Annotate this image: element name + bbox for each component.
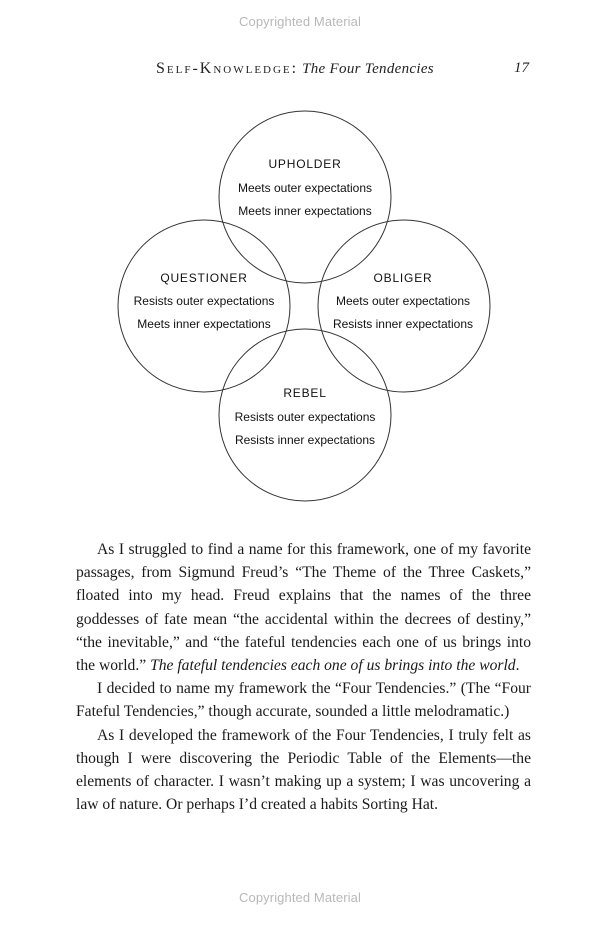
obliger-line-2: Resists inner expectations bbox=[332, 317, 474, 331]
page-number: 17 bbox=[514, 60, 529, 76]
paragraph-3: As I developed the framework of the Four Tendencies, I truly felt as though I were discovering the Periodic Table of the Elements—the elements of character. I wasn’t making up a system; I was uncovering a law of nature. Or perhaps I’d created a habits Sorting Hat. bbox=[76, 726, 531, 814]
paragraph-1-text: As I struggled to find a name for this framework, one of my favorite passages, from Sigmund Freud’s “The Theme of the Three Caskets,” floated into my head. Freud explains that the names of the three goddesses of fate mean “the accidental within the decrees of destiny,” “the inevitable,” and “the fateful tendencies each one of us brings into the world.” bbox=[76, 541, 531, 675]
obliger-title: OBLIGER bbox=[373, 271, 433, 285]
obliger-line-1: Meets outer expectations bbox=[335, 294, 471, 308]
upholder-circle bbox=[219, 111, 391, 283]
body-text bbox=[76, 538, 531, 816]
upholder-line-1: Meets outer expectations bbox=[237, 181, 373, 195]
rebel-title: REBEL bbox=[283, 386, 327, 400]
upholder-title: UPHOLDER bbox=[268, 157, 342, 171]
paragraph-1-italic: The fateful tendencies each one of us brings into the world bbox=[150, 657, 516, 675]
questioner-title: QUESTIONER bbox=[160, 271, 248, 285]
questioner-line-1: Resists outer expectations bbox=[133, 294, 275, 308]
watermark-top: Copyrighted Material bbox=[239, 14, 361, 29]
running-head-chapter: The Four Tendencies bbox=[302, 61, 434, 77]
upholder-line-2: Meets inner expectations bbox=[238, 204, 372, 218]
rebel-line-1: Resists outer expectations bbox=[234, 410, 376, 424]
watermark-bottom: Copyrighted Material bbox=[239, 890, 361, 905]
paragraph-2: I decided to name my framework the “Four Tendencies.” (The “Four Fateful Tendencies,” though accurate, sounded a little melodramatic.) bbox=[76, 680, 531, 721]
paragraph-1-end: . bbox=[515, 657, 520, 675]
rebel-line-2: Resists inner expectations bbox=[234, 433, 376, 447]
running-head bbox=[156, 60, 434, 78]
four-tendencies-diagram bbox=[0, 95, 600, 515]
paragraph-1 bbox=[76, 538, 531, 677]
running-head-section: Self-Knowledge: bbox=[156, 60, 299, 77]
questioner-line-2: Meets inner expectations bbox=[137, 317, 271, 331]
